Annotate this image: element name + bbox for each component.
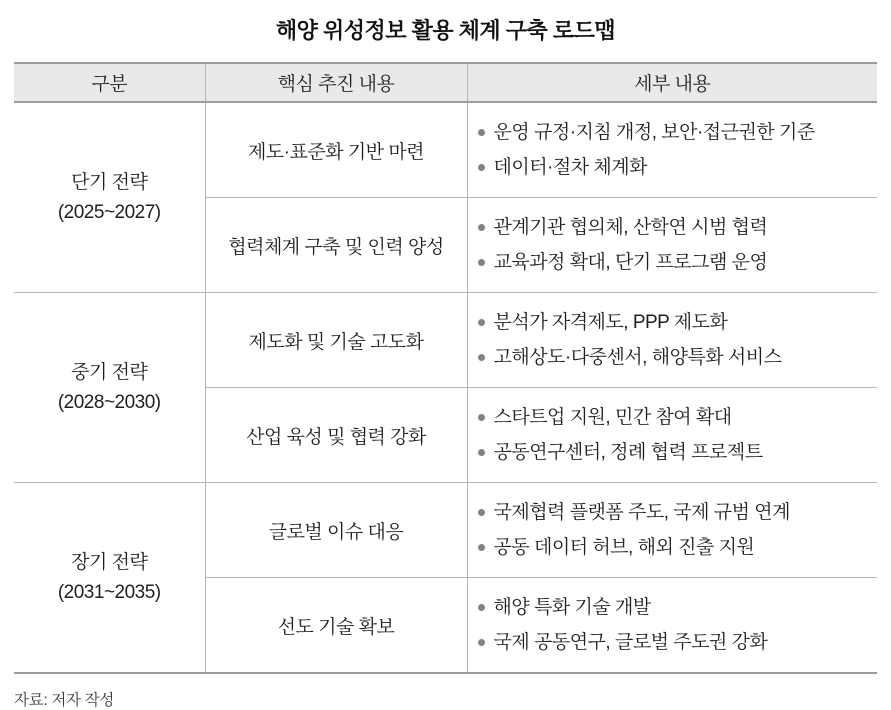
source-note: 자료: 저자 작성 xyxy=(14,692,115,709)
table-row xyxy=(14,293,877,388)
detail-text: 분석가 자격제도, PPP 제도화 xyxy=(493,311,728,333)
list-item xyxy=(478,535,872,561)
category-label: 중기 전략 xyxy=(71,361,148,383)
category-cell-short-term xyxy=(14,102,205,293)
core-cell: 선도 기술 확보 xyxy=(205,578,467,674)
detail-text: 고해상도·다중센서, 해양특화 서비스 xyxy=(493,346,782,368)
bullet-icon xyxy=(478,509,485,516)
details-cell xyxy=(467,578,877,674)
list-item xyxy=(478,440,872,466)
core-cell: 제도·표준화 기반 마련 xyxy=(205,102,467,198)
list-item xyxy=(478,345,872,371)
details-list xyxy=(478,500,872,561)
details-list xyxy=(478,120,872,181)
detail-text: 공동 데이터 허브, 해외 진출 지원 xyxy=(493,536,755,558)
roadmap-table xyxy=(14,62,877,674)
list-item xyxy=(478,500,872,526)
bullet-icon xyxy=(478,319,485,326)
category-period: (2028~2030) xyxy=(57,391,161,413)
list-item xyxy=(478,155,872,181)
details-cell xyxy=(467,388,877,483)
column-header-core: 핵심 추진 내용 xyxy=(205,63,467,102)
category-cell-mid-term xyxy=(14,293,205,483)
bullet-icon xyxy=(478,414,485,421)
bullet-icon xyxy=(478,604,485,611)
category-label: 단기 전략 xyxy=(71,171,148,193)
detail-text: 국제 공동연구, 글로벌 주도권 강화 xyxy=(493,631,768,653)
core-cell: 글로벌 이슈 대응 xyxy=(205,483,467,578)
list-item xyxy=(478,630,872,656)
list-item xyxy=(478,595,872,621)
bullet-icon xyxy=(478,224,485,231)
core-cell: 협력체계 구축 및 인력 양성 xyxy=(205,198,467,293)
table-row xyxy=(14,102,877,198)
detail-text: 국제협력 플랫폼 주도, 국제 규범 연계 xyxy=(493,501,790,523)
bullet-icon xyxy=(478,259,485,266)
column-header-category: 구분 xyxy=(14,63,205,102)
page-title: 해양 위성정보 활용 체계 구축 로드맵 xyxy=(275,18,616,43)
table-row xyxy=(14,483,877,578)
bullet-icon xyxy=(478,639,485,646)
details-list xyxy=(478,405,872,466)
detail-text: 교육과정 확대, 단기 프로그램 운영 xyxy=(493,251,768,273)
list-item xyxy=(478,120,872,146)
list-item xyxy=(478,405,872,431)
detail-text: 해양 특화 기술 개발 xyxy=(493,596,651,618)
bullet-icon xyxy=(478,354,485,361)
core-cell: 제도화 및 기술 고도화 xyxy=(205,293,467,388)
bullet-icon xyxy=(478,164,485,171)
category-period: (2025~2027) xyxy=(57,201,161,223)
detail-text: 데이터·절차 체계화 xyxy=(493,156,647,178)
category-label: 장기 전략 xyxy=(71,551,148,573)
detail-text: 운영 규정·지침 개정, 보안·접근권한 기준 xyxy=(493,121,815,143)
list-item xyxy=(478,250,872,276)
bullet-icon xyxy=(478,129,485,136)
category-cell-long-term xyxy=(14,483,205,674)
core-cell: 산업 육성 및 협력 강화 xyxy=(205,388,467,483)
details-cell xyxy=(467,483,877,578)
bullet-icon xyxy=(478,544,485,551)
details-cell xyxy=(467,293,877,388)
detail-text: 관계기관 협의체, 산학연 시범 협력 xyxy=(493,216,768,238)
category-period: (2031~2035) xyxy=(57,581,161,603)
detail-text: 스타트업 지원, 민간 참여 확대 xyxy=(493,406,732,428)
details-list xyxy=(478,595,872,656)
column-header-details: 세부 내용 xyxy=(467,63,877,102)
bullet-icon xyxy=(478,449,485,456)
details-cell xyxy=(467,198,877,293)
details-cell xyxy=(467,102,877,198)
details-list xyxy=(478,310,872,371)
details-list xyxy=(478,215,872,276)
list-item xyxy=(478,215,872,241)
detail-text: 공동연구센터, 정례 협력 프로젝트 xyxy=(493,441,763,463)
table-header-row xyxy=(14,63,877,102)
list-item xyxy=(478,310,872,336)
